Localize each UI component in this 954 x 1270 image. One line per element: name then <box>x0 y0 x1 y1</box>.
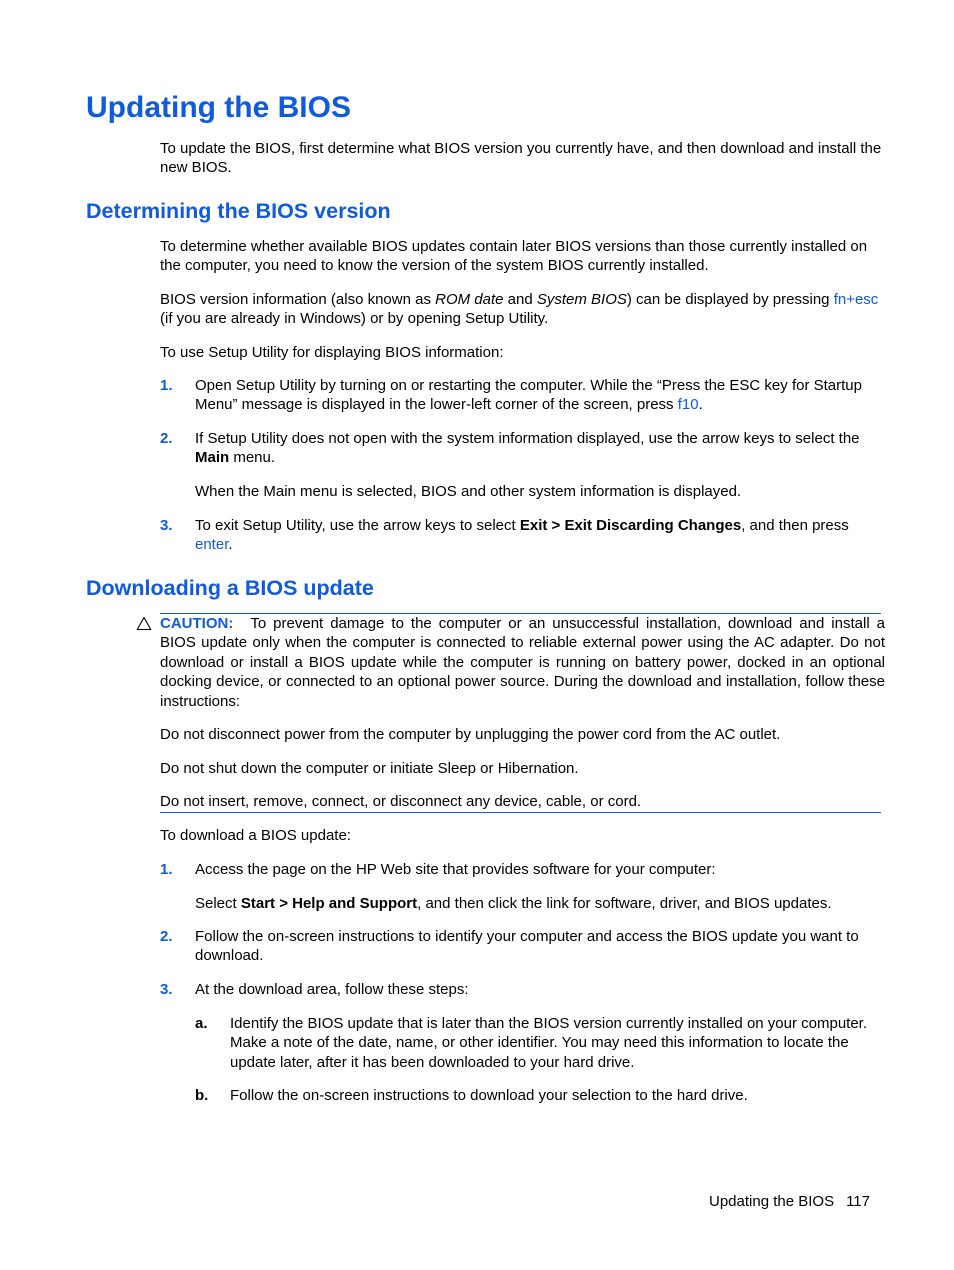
step-number: 3. <box>160 517 173 534</box>
substep-text: Follow the on-screen instructions to download your selection to the hard drive. <box>230 1087 748 1104</box>
step-text: Access the page on the HP Web site that provides software for your computer: <box>195 861 716 878</box>
intro-paragraph: To update the BIOS, first determine what BIOS version you currently have, and then download and install the new BIOS. <box>160 140 882 177</box>
step-text: At the download area, follow these steps: <box>195 981 469 998</box>
step-note: When the Main menu is selected, BIOS and other system information is displayed. <box>195 483 742 500</box>
step-text: Follow the on-screen instructions to identify your computer and access the BIOS update you want to download. <box>195 928 859 965</box>
substep-text: Identify the BIOS update that is later than the BIOS version currently installed on your computer. Make a note of the date, name, or other identifier. You may need this information to locate the update later, after it has been downloaded to your hard drive. <box>230 1015 868 1071</box>
substep-letter: a. <box>195 1015 208 1032</box>
section-heading-determining: Determining the BIOS version <box>86 199 391 223</box>
step-number: 3. <box>160 981 173 998</box>
caution-label: CAUTION: <box>160 615 234 632</box>
step-text: Open Setup Utility by turning on or restarting the computer. While the “Press the ESC key for Startup Menu” message is displayed in the lower-left corner of the screen, press f10. <box>195 377 862 414</box>
section1-paragraph-2: BIOS version information (also known as ROM date and System BIOS) can be displayed by pressing fn+esc (if you are already in Windows) or by opening Setup Utility. <box>160 291 879 328</box>
key-fn-esc: fn+esc <box>833 291 879 308</box>
page-title: Updating the BIOS <box>86 91 351 124</box>
page-number: 117 <box>846 1193 870 1210</box>
step-number: 1. <box>160 861 173 878</box>
step-text: To exit Setup Utility, use the arrow keys to select Exit > Exit Discarding Changes, and then press enter. <box>195 517 849 554</box>
step-number: 2. <box>160 928 173 945</box>
section-heading-downloading: Downloading a BIOS update <box>86 576 374 600</box>
footer-title: Updating the BIOS <box>709 1193 835 1210</box>
step-number: 1. <box>160 377 173 394</box>
step-number: 2. <box>160 430 173 447</box>
section1-paragraph-1: To determine whether available BIOS updates contain later BIOS versions than those currently installed on the computer, you need to know the version of the system BIOS currently installed. <box>160 238 868 275</box>
caution-triangle-icon <box>136 616 152 631</box>
page-footer <box>709 1192 870 1212</box>
section1-paragraph-3: To use Setup Utility for displaying BIOS information: <box>160 344 504 361</box>
step-text: If Setup Utility does not open with the system information displayed, use the arrow keys to select the Main menu. <box>195 430 860 467</box>
key-f10: f10 <box>677 396 699 414</box>
caution-item: Do not disconnect power from the computer by unplugging the power cord from the AC outlet. <box>160 726 781 743</box>
step-note: Select Start > Help and Support, and then click the link for software, driver, and BIOS updates. <box>195 895 832 912</box>
caution-item: Do not insert, remove, connect, or disconnect any device, cable, or cord. <box>160 793 642 810</box>
substep-letter: b. <box>195 1087 209 1104</box>
caution-bottom-rule <box>160 812 881 813</box>
caution-item: Do not shut down the computer or initiate Sleep or Hibernation. <box>160 760 579 777</box>
key-enter: enter <box>195 536 229 554</box>
caution-paragraph: CAUTION: To prevent damage to the computer or an unsuccessful installation, download and install a BIOS update only when the computer is connected to reliable external power using the AC adapter. Do not download or install a BIOS update while the computer is running on battery power, docked in an optional docking device, or connected to an optional power source. During the download and installation, follow these instructions: <box>160 615 885 710</box>
section2-paragraph-1: To download a BIOS update: <box>160 827 351 844</box>
